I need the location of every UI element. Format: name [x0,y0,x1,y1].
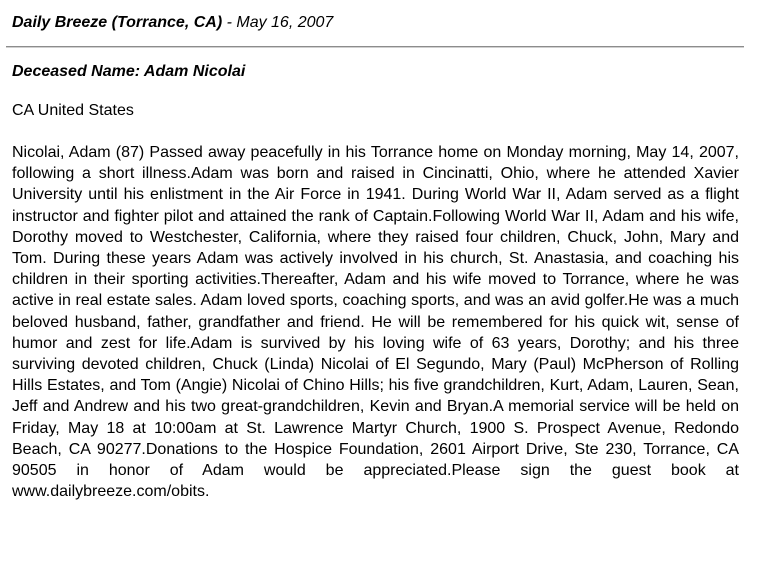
header-separator: - [222,14,237,31]
newspaper-source: Daily Breeze (Torrance, CA) [12,14,223,31]
publication-date: May 16, 2007 [236,14,334,31]
header-divider [6,46,744,48]
location: CA United States [12,102,134,119]
obituary-text: Nicolai, Adam (87) Passed away peacefully in his Torrance home on Monday morning, May 14, 2007, following a short illness.Adam was born and raised in Cincinatti, Ohio, where he attended Xavier University until his enlistment in the Air Force in 1941. During World War II, Adam served as a flight instructor and fighter pilot and attained the rank of Captain.Following World War II, Adam and his wife, Dorothy moved to Westchester, California, where they raised four children, Chuck, John, Mary and Tom. During these years Adam was actively involved in his church, St. Anastasia, and coaching his children in their sporting activities.Thereafter, Adam and his wife moved to Torrance, where he was active in real estate sales. Adam loved sports, coaching sports, and was an avid golfer.He was a much beloved husband, father, grandfather and friend. He will be remembered for his quick wit, sense of humor and zest for life.Adam is survived by his loving wife of 63 years, Dorothy; and his three surviving devoted children, Chuck (Linda) Nicolai of El Segundo, Mary (Paul) McPherson of Rolling Hills Estates, and Tom (Angie) Nicolai of Chino Hills; his five grandchildren, Kurt, Adam, Lauren, Sean, Jeff and Andrew and his two great-grandchildren, Kevin and Bryan.A memorial service will be held on Friday, May 18 at 10:00am at St. Lawrence Martyr Church, 1900 S. Prospect Avenue, Redondo Beach, CA 90277.Donations to the Hospice Foundation, 2601 Airport Drive, Ste 230, Torrance, CA 90505 in honor of Adam would be appreciated.Please sign the guest book at www.dailybreeze.com/obits. [12,144,739,501]
obituary-header [12,14,333,32]
deceased-name: Deceased Name: Adam Nicolai [12,63,246,80]
